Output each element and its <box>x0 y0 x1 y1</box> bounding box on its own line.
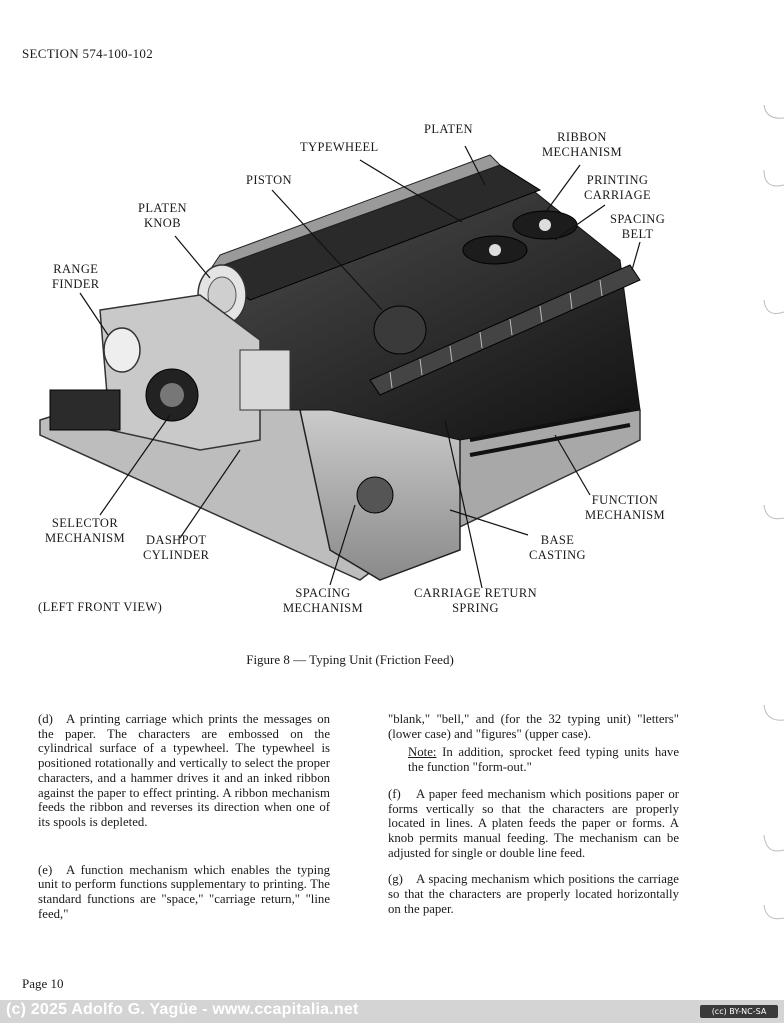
item-body-f: A paper feed mechanism which positions paper or forms vertically so that the characters are properly located in lines. A platen feeds the paper or forms. A knob permits manual feeding. The mechanism can be adjusted for single or double line feed. <box>388 786 679 860</box>
label-carriage-return-spring: CARRIAGE RETURN SPRING <box>414 586 538 615</box>
footer-bar <box>0 1000 784 1023</box>
label-platen: PLATEN <box>424 122 473 136</box>
figure-caption: Figure 8 — Typing Unit (Friction Feed) <box>246 652 454 667</box>
label-range-finder: RANGE FINDER <box>52 262 100 291</box>
binder-hole-marks <box>724 0 784 1000</box>
item-tag-g: (g) <box>388 872 403 887</box>
note-label: Note: <box>408 745 437 760</box>
note-paragraph <box>388 745 679 774</box>
label-ribbon-mechanism: RIBBON MECHANISM <box>542 130 622 159</box>
footer-copyright: (c) 2025 Adolfo G. Yagüe - www.ccapitalia.net <box>6 1001 359 1018</box>
note-body: In addition, sprocket feed typing units have the function "form-out." <box>408 745 679 775</box>
cc-license-badge: (cc) BY-NC-SA <box>700 1005 778 1018</box>
item-tag-e: (e) <box>38 862 53 877</box>
label-dashpot-cylinder: DASHPOT CYLINDER <box>143 533 210 562</box>
item-body-g: A spacing mechanism which positions the carriage so that the characters are properly located horizontally on the paper. <box>388 872 679 916</box>
item-body-e: A function mechanism which enables the typing unit to perform functions supplementary to printing. The standard functions are "space," "carriage return," "line feed," <box>38 862 330 921</box>
figure-typing-unit <box>0 110 784 630</box>
item-tag-d: (d) <box>38 712 53 726</box>
typing-unit-illustration <box>0 110 784 630</box>
paragraph-e-continued: "blank," "bell," and (for the 32 typing unit) "letters" (lower case) and "figures" (upper case). <box>388 712 679 741</box>
label-piston: PISTON <box>246 173 292 187</box>
label-platen-knob: PLATEN KNOB <box>138 201 187 230</box>
label-typewheel: TYPEWHEEL <box>300 140 379 154</box>
label-spacing-belt: SPACING BELT <box>610 212 666 241</box>
label-view: (LEFT FRONT VIEW) <box>38 600 163 614</box>
label-printing-carriage: PRINTING CARRIAGE <box>584 173 652 202</box>
label-function-mechanism: FUNCTION MECHANISM <box>585 493 665 522</box>
label-selector-mechanism: SELECTOR MECHANISM <box>45 516 125 545</box>
label-spacing-mechanism: SPACING MECHANISM <box>283 586 363 615</box>
paragraph-d <box>38 712 330 830</box>
section-header: SECTION 574-100-102 <box>22 46 153 61</box>
paragraph-e <box>38 863 330 922</box>
item-body-d: A printing carriage which prints the messages on the paper. The characters are embossed on the cylindrical surface of a typewheel. The typewheel is positioned rotationally and vertically to select the proper characters, and a hammer drives it and an inked ribbon against the paper to effect printing. A ribbon mechanism feeds the ribbon and reverses its direction when one of its spools is depleted. <box>38 712 330 829</box>
page-number: Page 10 <box>22 976 64 991</box>
item-tag-f: (f) <box>388 786 401 801</box>
paragraph-f <box>388 787 679 861</box>
right-column <box>388 712 679 916</box>
paragraph-g <box>388 872 679 916</box>
label-base-casting: BASE CASTING <box>529 533 586 562</box>
left-column <box>38 712 330 921</box>
